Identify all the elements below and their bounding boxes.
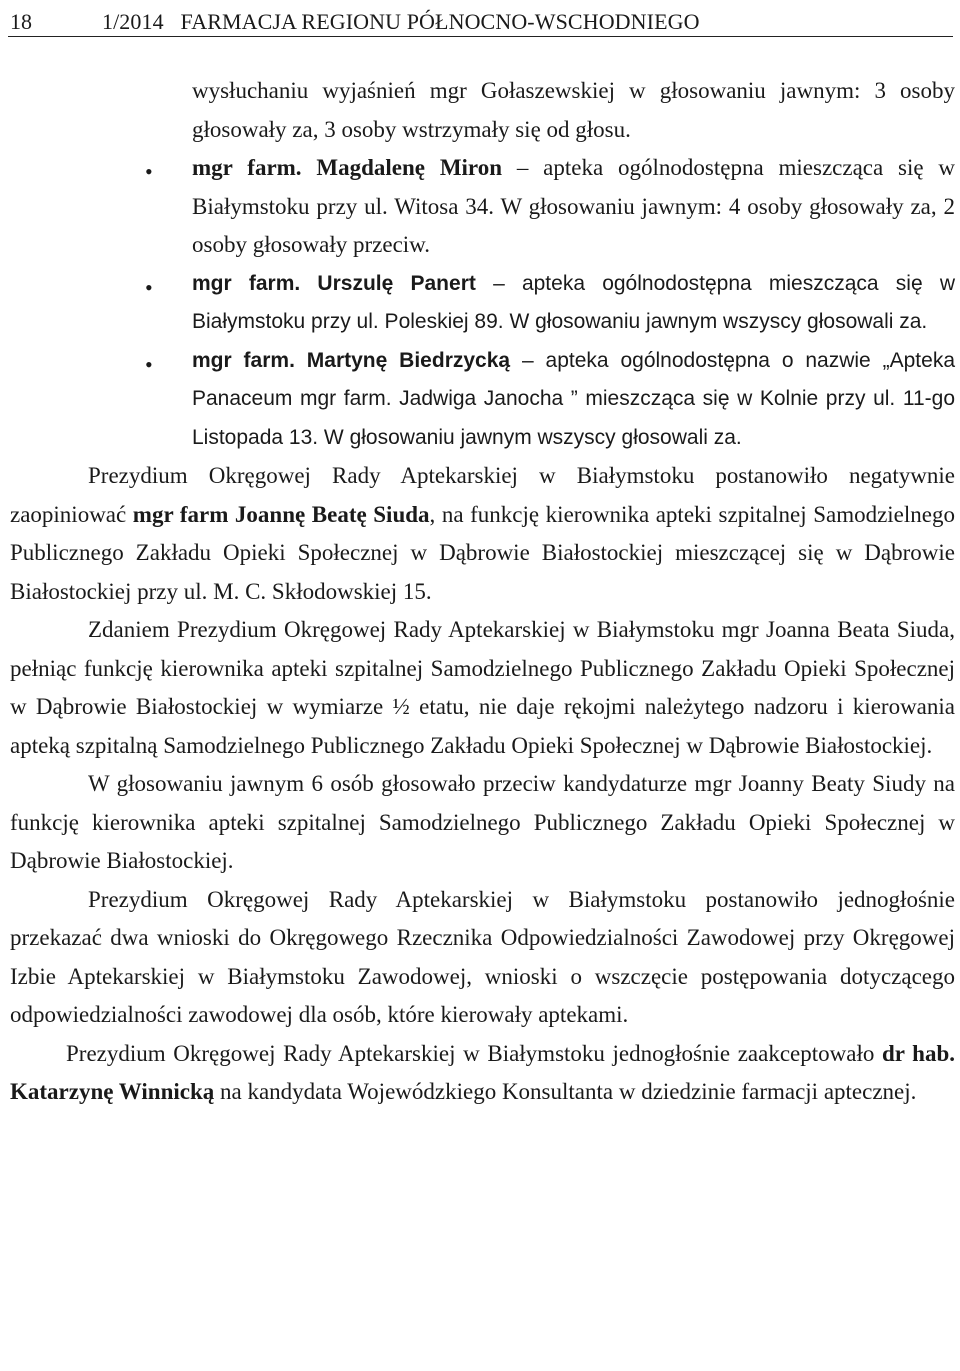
intro-continuation: [192, 72, 955, 149]
candidate-name: mgr farm Joannę Beatę Siuda: [132, 501, 430, 527]
list-item: [10, 342, 955, 458]
paragraph-text: , na funkcję kierownika apteki szpitalnej Samodzielnego Publicznego Zakładu Opieki Społecznej w Dąbrowie Białostockiej mieszczącej się w Dąbrowie Białostockiej przy ul. M. C. Skłodowskiej 15.: [10, 501, 955, 604]
paragraph-text: W głosowaniu jawnym 6 osób głosowało przeciw kandydaturze mgr Joanny Beaty Siudy na funkcję kierownika apteki szpitalnej Samodzielnego Publicznego Zakładu Opieki Społecznej w Dąbrowie Białostockiej.: [10, 771, 955, 873]
bullet-icon: •: [145, 351, 153, 377]
page-body: [10, 72, 955, 1112]
candidate-name: mgr farm. Urszulę Panert: [192, 271, 476, 295]
candidate-name: dr hab. Katarzynę Winnicką: [10, 1040, 955, 1104]
paragraph-vote: [10, 765, 955, 881]
candidate-details: – apteka ogólnodostępna o nazwie „Apteka Panaceum mgr farm. Jadwiga Janocha ” mieszcząca się w Kolnie przy ul. 11-go Listopada 13. W głosowaniu jawnym wszyscy głosowali za.: [192, 348, 955, 449]
list-item: [10, 265, 955, 342]
candidate-details: – apteka ogólnodostępna mieszcząca się w Białymstoku przy ul. Poleskiej 89. W głosowaniu jawnym wszyscy głosowali za.: [192, 271, 955, 333]
paragraph-text: Zdaniem Prezydium Okręgowej Rady Aptekarskiej w Białymstoku mgr Joanna Beata Siuda, pełniąc funkcję kierownika apteki szpitalnej Samodzielnego Publicznego Zakładu Opieki Społecznej w Dąbrowie Białostockiej w wymiarze ½ etatu, nie daje rękojmi należytego nadzoru i kierowania apteką szpitalną Samodzielnego Publicznego Zakładu Opieki Społecznej w Dąbrowie Białostockiej.: [10, 617, 955, 758]
candidate-details: – apteka ogólnodostępna mieszcząca się w Białymstoku przy ul. Witosa 34. W głosowaniu jawnym: 4 osoby głosowały za, 2 osoby głosowały przeciw.: [192, 155, 956, 257]
list-item-text: [192, 265, 955, 342]
paragraph-text: Prezydium Okręgowej Rady Aptekarskiej w Białymstoku jednogłośnie zaakceptowało: [66, 1040, 882, 1066]
bullet-icon: •: [145, 159, 153, 184]
paragraph-text: na kandydata Wojewódzkiego Konsultanta w dziedzinie farmacji aptecznej.: [214, 1079, 917, 1104]
list-item-text: [192, 149, 955, 265]
list-item-text: [192, 342, 955, 458]
paragraph-motions: [10, 881, 955, 1035]
paragraph-opinion: [10, 457, 955, 611]
intro-text: wysłuchaniu wyjaśnień mgr Gołaszewskiej w głosowaniu jawnym: 3 osoby głosowały za, 3 osoby wstrzymały się od głosu.: [192, 78, 955, 142]
page-number: 18: [10, 9, 32, 34]
bullet-icon: •: [145, 274, 153, 300]
page-header: [8, 6, 953, 37]
list-item: [10, 149, 955, 265]
candidate-name: mgr farm. Magdalenę Miron: [192, 155, 503, 180]
journal-title: 1/2014 FARMACJA REGIONU PÓŁNOCNO-WSCHODNIEGO: [102, 9, 700, 34]
paragraph-text: Prezydium Okręgowej Rady Aptekarskiej w Białymstoku postanowiło jednogłośnie przekazać dwa wnioski do Okręgowego Rzecznika Odpowiedzialności Zawodowej przy Okręgowej Izbie Aptekarskiej w Białymstoku Zawodowej, wnioski o wszczęcie postępowania dotyczącego odpowiedzialności zawodowej dla osób, które kierowały aptekami.: [10, 886, 955, 1027]
candidate-name: mgr farm. Martynę Biedrzycką: [192, 348, 511, 372]
paragraph-assessment: [10, 611, 955, 765]
paragraph-text: Prezydium Okręgowej Rady Aptekarskiej w Białymstoku postanowiło negatywnie zaopiniować: [10, 463, 955, 527]
paragraph-consultant: [10, 1035, 955, 1112]
